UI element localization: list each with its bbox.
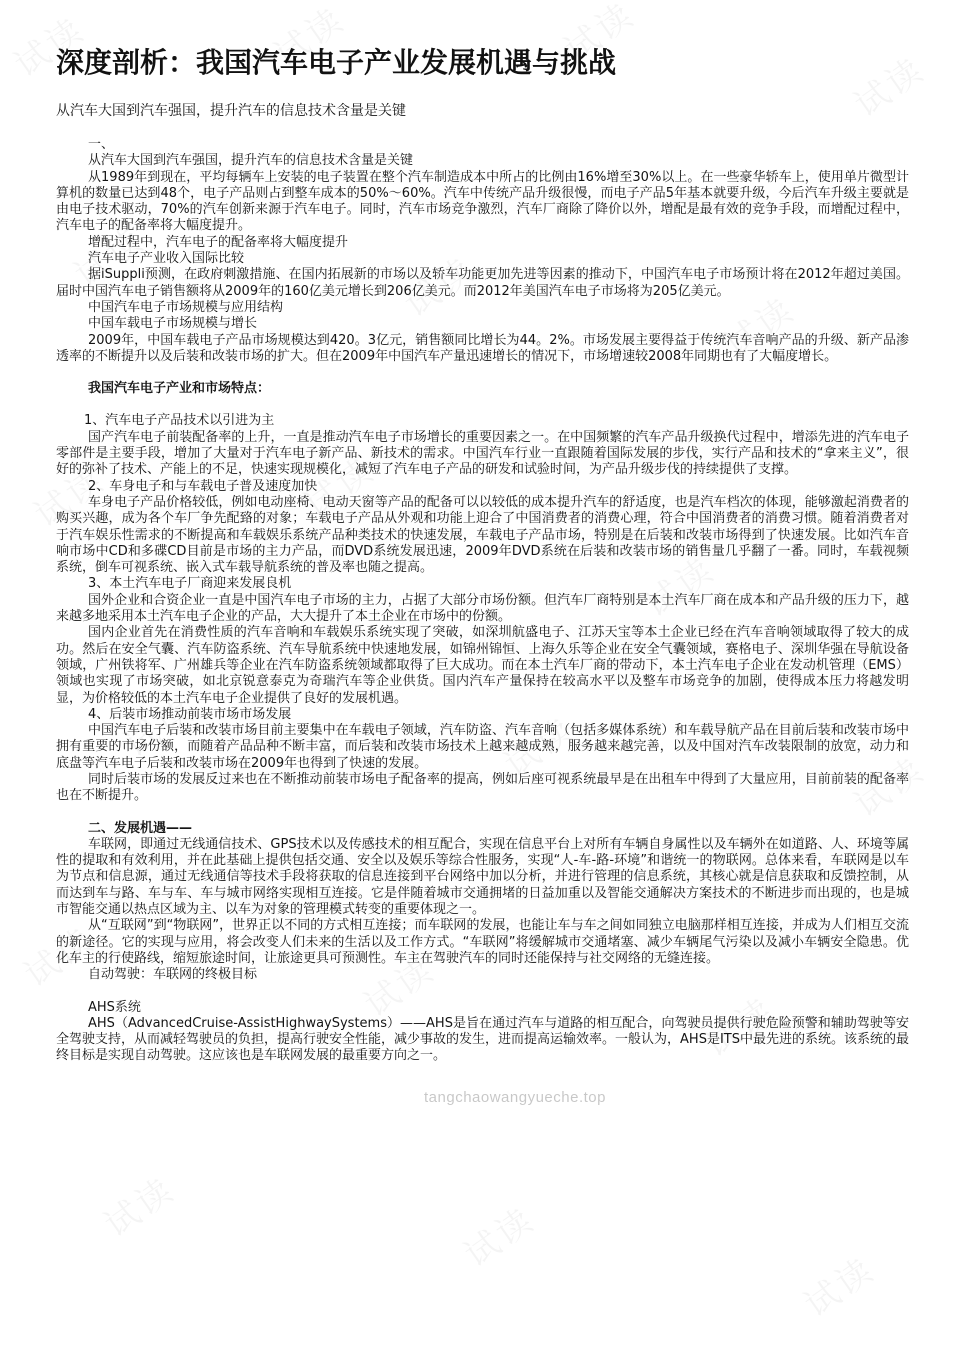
paragraph: 中国汽车电子后装和改装市场目前主要集中在车载电子领域，汽车防盗、汽车音响（包括多媒体系统）和车载导航产品在目前后装和改装市场中拥有重要的市场份额，而随着产品品种不断丰富，而后装和改装市场技术上越来越成熟，服务越来越完善，以及中国对汽车改装限制的放宽，动力和底盘等汽车电子后装和改装市场在2009年也得到了快速的发展。: [56, 723, 909, 771]
subheading: 3、本土汽车电子厂商迎来发展良机: [88, 576, 292, 592]
page-subtitle: 从汽车大国到汽车强国，提升汽车的信息技术含量是关键: [56, 103, 406, 119]
subheading: 4、后装市场推动前装市场市场发展: [88, 706, 292, 722]
section-number: 一、: [88, 137, 115, 152]
paragraph: 国产汽车电子前装配备率的上升，一直是推动汽车电子市场增长的重要因素之一。在中国频繁的汽车产品升级换代过程中，增添先进的汽车电子零部件是主要手段，增加了大量对于汽车电子新产品、新技术的需求。中国汽车行业一直跟随着国际发展的步伐，实行产品和技术的“拿来主义”，很好的弥补了技术、产能上的不足，快速实现规模化，减短了汽车电子产品的研发和试验时间，为产品升级步伐的持续提供了支撑。: [56, 429, 909, 478]
paragraph: 从1989年到现在，平均每辆车上安装的电子装置在整个汽车制造成本中所占的比例由16%增至30%以上。在一些豪华轿车上，使用单片微型计算机的数量已达到48个，电子产品则占到整车成本的50%～60%。汽车中传统产品升级很慢，而电子产品5年基本就要升级，今后汽车升级主要就是由电子技术驱动，70%的汽车创新来源于汽车电子。同时，汽车市场竞争激烈，汽车厂商除了降价以外，增配是最有效的竞争手段，而增配过程中，汽车电子的配备率将大幅度提升。: [56, 169, 909, 234]
subheading: 中国车载电子市场规模与增长: [88, 316, 258, 332]
subheading: 自动驾驶：车联网的终极目标: [88, 967, 258, 983]
paragraph: 同时后装市场的发展反过来也在不断推动前装市场电子配备率的提高，例如后座可视系统最早是在出租车中得到了大量应用，目前前装的配备率也在不断提升。: [56, 771, 909, 804]
subheading: 1、汽车电子产品技术以引进为主: [84, 413, 275, 429]
section-heading: 从汽车大国到汽车强国，提升汽车的信息技术含量是关键: [88, 153, 414, 169]
subheading: AHS系统: [88, 999, 141, 1015]
article-body: [56, 137, 909, 1065]
paragraph: AHS（AdvancedCruise-AssistHighwaySystems）——AHS是旨在通过汽车与道路的相互配合，向驾驶员提供行驶危险预警和辅助驾驶等安全驾驶支持，从而减轻驾驶员的负担，提高行驶安全性能，减少事故的发生，进而提高运输效率。一般认为，AHS是ITS中最先进的系统。该系统的最终目标是实现自动驾驶。这应该也是车联网发展的最重要方向之一。: [56, 1015, 909, 1064]
subheading: 中国汽车电子市场规模与应用结构: [88, 299, 284, 315]
paragraph: 国内企业首先在消费性质的汽车音响和车载娱乐系统实现了突破，如深圳航盛电子、江苏天宝等本土企业已经在汽车音响领域取得了较大的成功。然后在安全气囊、汽车防盗系统、汽车导航系统中快速地发展，如锦州锦恒、上海久乐等企业在安全气囊领域，赛格电子、深圳华强在导航设备领域，广州铁将军、广州雄兵等企业在汽车防盗系统领域都取得了巨大成功。而在本土汽车厂商的带动下，本土汽车电子企业在发动机管理（EMS）领域也实现了市场突破，如北京锐意泰克为奇瑞汽车等企业供货。国内汽车产量保持在较高水平以及整车市场竞争的加剧，使得成本压力将越发明显，为价格较低的本土汽车电子企业提供了良好的发展机遇。: [56, 625, 909, 706]
watermark-text: [453, 1193, 543, 1277]
subheading: 2、车身电子和与车载电子普及速度加快: [88, 478, 318, 494]
paragraph: 据iSuppli预测，在政府刺激措施、在国内拓展新的市场以及轿车功能更加先进等因素的推动下，中国汽车电子市场预计将在2012年超过美国。届时中国汽车电子销售额将从2009年的160亿美元增长到206亿美元。而2012年美国汽车电子市场将为205亿美元。: [56, 267, 909, 299]
page-title: 深度剖析：我国汽车电子产业发展机遇与挑战: [56, 46, 617, 79]
subheading: 增配过程中，汽车电子的配备率将大幅度提升: [88, 234, 349, 250]
watermark-text: [843, 43, 933, 127]
paragraph: 车联网，即通过无线通信技术、GPS技术以及传感技术的相互配合，实现在信息平台上对所有车辆自身属性以及车辆外在如道路、人、环境等属性的提取和有效利用，并在此基础上提供包括交通、安全以及娱乐等综合性服务，实现“人-车-路-环境”和谐统一的物联网。总体来看，车联网是以车为节点和信息源，通过无线通信等技术手段将获取的信息连接到平台网络中加以分析，并进行管理的信息系统，其核心就是信息获取和反馈控制，从而达到车与路、车与车、车与城市网络实现相互连接。它是伴随着城市交通拥堵的日益加重以及智能交通解决方案技术的不断进步而出现的，也是城市智能交通以热点区域为主、以车为对象的管理模式转变的重要体现之一。: [56, 836, 909, 918]
watermark-text: [793, 1243, 883, 1327]
section-heading: 我国汽车电子产业和市场特点：: [88, 381, 271, 397]
paragraph: 国外企业和合资企业一直是中国汽车电子市场的主力，占据了大部分市场份额。但汽车厂商特别是本土汽车厂商在成本和产品升级的压力下，越来越多地采用本土汽车电子企业的产品，大大提升了本土企业在市场中的份额。: [56, 592, 909, 625]
paragraph: 从“互联网”到“物联网”，世界正以不同的方式相互连接；而车联网的发展，也能让车与车之间如同独立电脑那样相互连接，并成为人们相互交流的新途径。它的实现与应用，将会改变人们未来的生活以及工作方式。“车联网”将缓解城市交通堵塞、减少车辆尾气污染以及减小车辆安全隐患。优化车主的行使路线，缩短旅途时间，让旅途更具可预测性。车主在驾驶汽车的同时还能保持与社交网络的无缝连接。: [56, 918, 909, 966]
watermark-text: [93, 1163, 183, 1247]
subheading: 汽车电子产业收入国际比较: [88, 251, 245, 267]
paragraph: 车身电子产品价格较低，例如电动座椅、电动天窗等产品的配备可以以较低的成本提升汽车的舒适度，也是汽车档次的体现，能够激起消费者的购买兴趣，成为各个车厂争先配臵的对象；车载电子产品从外观和功能上迎合了中国消费者的消费心理，符合中国消费者的消费习惯。随着消费者对于汽车娱乐性需求的不断提高和车载娱乐系统产品种类技术的快速发展，车载电子产品市场，特别是在后装和改装市场得到了快速发展。比如汽车音响市场中CD和多碟CD目前是市场的主力产品，而DVD系统发展迅速，2009年DVD系统在后装和改装市场的销售量几乎翻了一番。同时，车载视频系统，倒车可视系统、嵌入式车载导航系统的普及率也随之提高。: [56, 494, 909, 576]
paragraph: 2009年，中国车载电子产品市场规模达到420。3亿元，销售额同比增长为44。2%。市场发展主要得益于传统汽车音响产品的升级、新产品渗透率的不断提升以及后装和改装市场的扩大。但在2009年中国汽车产量迅速增长的情况下，市场增速较2008年同期也有了大幅度增长。: [56, 332, 909, 364]
site-watermark: tangchaowangyueche.top: [424, 1089, 606, 1106]
section-heading: 二、发展机遇——: [88, 820, 193, 836]
